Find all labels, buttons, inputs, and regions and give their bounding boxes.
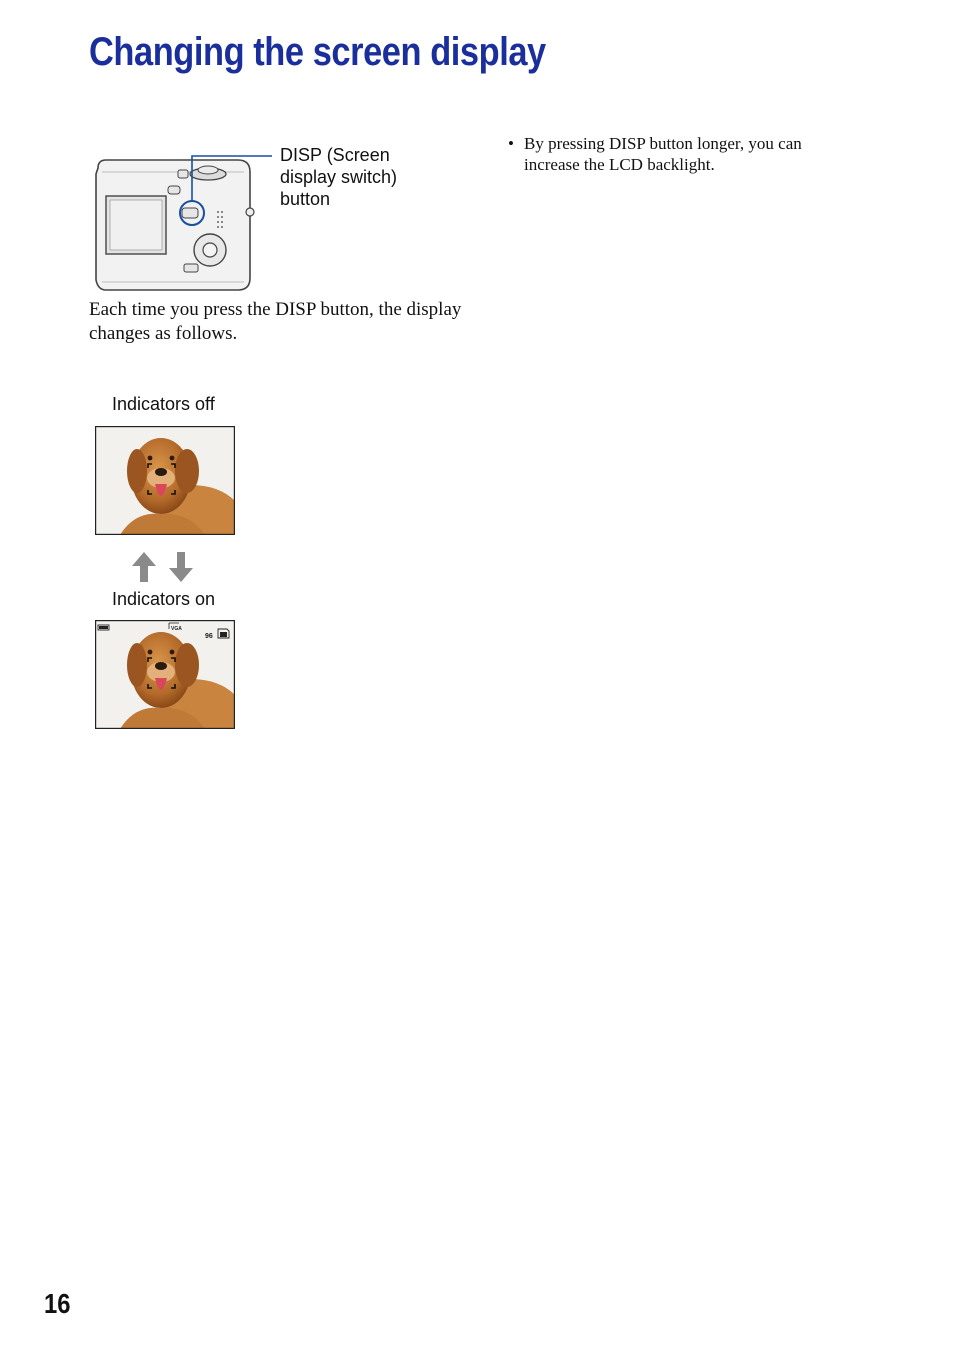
callout-line-1: DISP (Screen	[280, 145, 390, 165]
backlight-note	[508, 133, 848, 175]
camera-illustration	[88, 150, 278, 300]
page-number: 16	[44, 1288, 71, 1319]
callout-line-2: display switch)	[280, 167, 398, 187]
disp-button-callout	[280, 144, 397, 210]
instruction-paragraph: Each time you press the DISP button, the display changes as follows.	[89, 299, 462, 344]
remaining-shots-count: 96	[205, 633, 213, 640]
indicators-off-caption: Indicators off	[112, 394, 215, 414]
indicators-on-screen	[95, 620, 235, 729]
image-size-indicator: VGA	[171, 626, 182, 632]
callout-line-3: button	[280, 189, 331, 209]
page-title: Changing the screen display	[89, 30, 546, 74]
note-text: By pressing DISP button longer, you can increase the LCD backlight.	[524, 134, 802, 174]
indicators-on-caption: Indicators on	[112, 589, 216, 609]
indicators-off-screen	[95, 426, 235, 535]
bullet-mark: •	[508, 134, 514, 153]
toggle-arrows-icon	[128, 550, 198, 584]
